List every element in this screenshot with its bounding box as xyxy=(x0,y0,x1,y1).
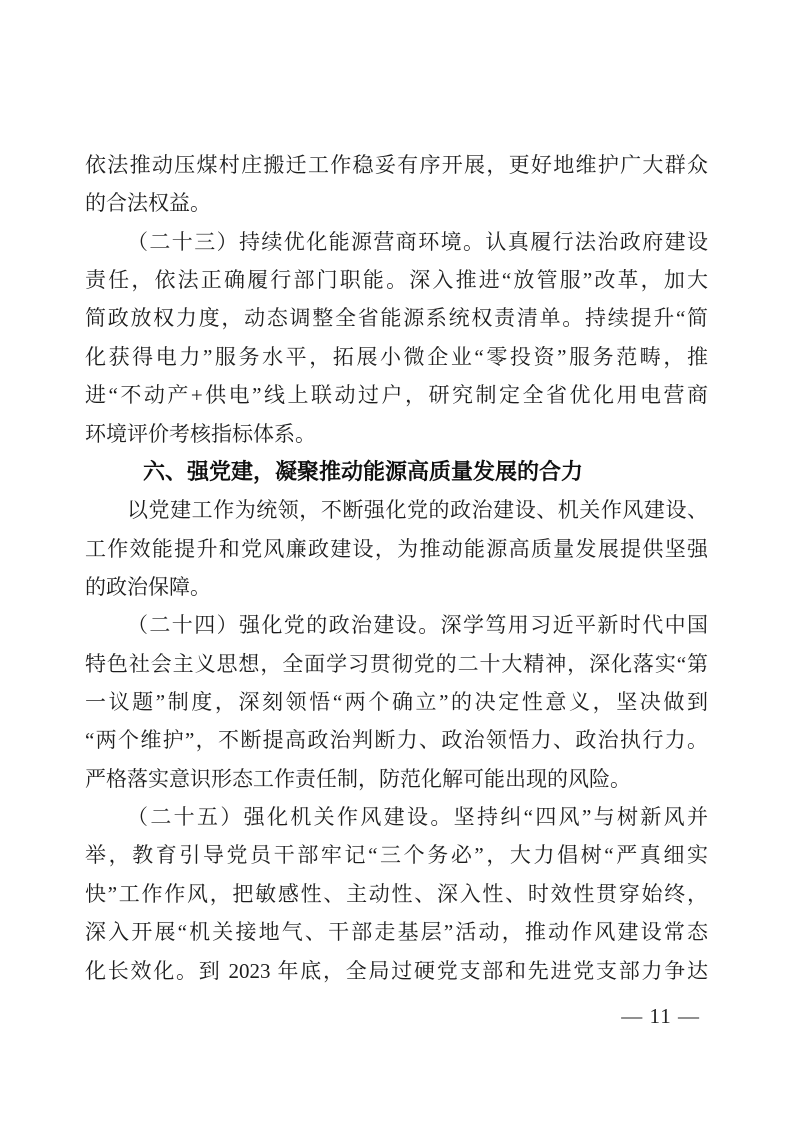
text-line: 化长效化。到 2023 年底，全局过硬党支部和先进党支部力争达 xyxy=(85,958,708,983)
text-line: “两个维护”，不断提高政治判断力、政治领悟力、政治执行力。 xyxy=(85,728,708,753)
page-number: — 11 — xyxy=(621,1004,700,1028)
text-line: （二十三）持续优化能源营商环境。认真履行法治政府建设 xyxy=(127,229,708,254)
section-heading: 六、强党建，凝聚推动能源高质量发展的合力 xyxy=(143,458,584,484)
text-line: 工作效能提升和党风廉政建设，为推动能源高质量发展提供坚强 xyxy=(85,536,708,561)
text-line: 化获得电力”服务水平，拓展小微企业“零投资”服务范畴，推 xyxy=(85,344,708,369)
text-line: （二十四）强化党的政治建设。深学笃用习近平新时代中国 xyxy=(127,613,708,638)
text-line: 一议题”制度，深刻领悟“两个确立”的决定性意义，坚决做到 xyxy=(85,690,708,715)
text-line: 快”工作作风，把敏感性、主动性、深入性、时效性贯穿始终， xyxy=(85,881,708,906)
text-line: 严格落实意识形态工作责任制，防范化解可能出现的风险。 xyxy=(85,766,631,791)
text-line: 举，教育引导党员干部牢记“三个务必”，大力倡树“严真细实 xyxy=(85,843,708,868)
text-line: 依法推动压煤村庄搬迁工作稳妥有序开展，更好地维护广大群众 xyxy=(85,153,708,177)
text-line: 责任，依法正确履行部门职能。深入推进“放管服”改革，加大 xyxy=(85,268,708,293)
text-line: （二十五）强化机关作风建设。坚持纠“四风”与树新风并 xyxy=(127,805,708,830)
text-line: 特色社会主义思想，全面学习贯彻党的二十大精神，深化落实“第 xyxy=(85,651,708,676)
document-text-block xyxy=(85,146,708,990)
text-line: 环境评价考核指标体系。 xyxy=(85,421,316,446)
text-line: 简政放权力度，动态调整全省能源系统权责清单。持续提升“简 xyxy=(85,306,708,331)
text-line: 以党建工作为统领，不断强化党的政治建设、机关作风建设、 xyxy=(127,498,708,523)
text-line: 的政治保障。 xyxy=(85,574,211,599)
text-line: 的合法权益。 xyxy=(85,191,211,216)
text-line: 进“不动产+供电”线上联动过户，研究制定全省优化用电营商 xyxy=(85,383,708,408)
text-line: 深入开展“机关接地气、干部走基层”活动，推动作风建设常态 xyxy=(85,920,708,945)
